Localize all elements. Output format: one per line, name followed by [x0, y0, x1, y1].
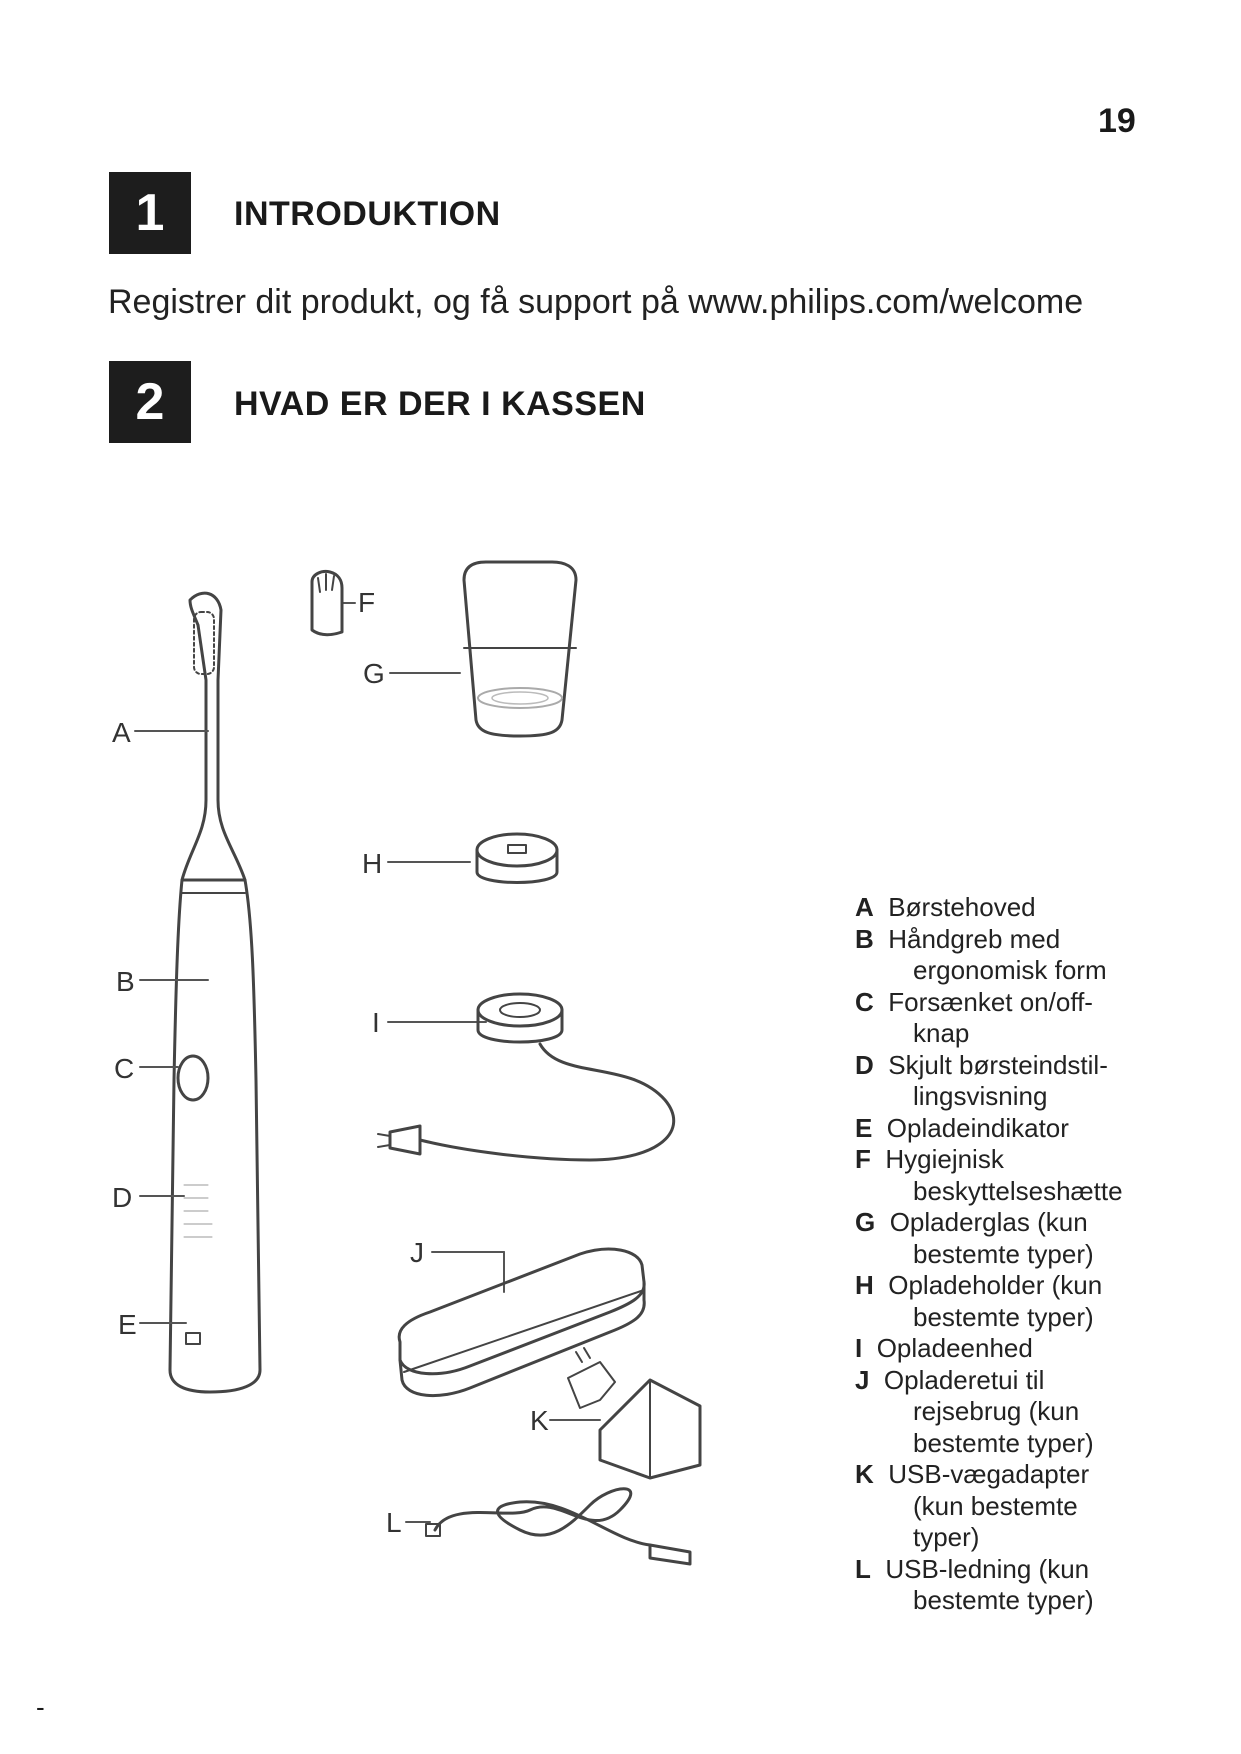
- label-e: E: [118, 1309, 137, 1340]
- footer-mark: -: [36, 1692, 45, 1722]
- legend-item-k: K USB-vægadapter (kun bestemte typer): [855, 1459, 1090, 1552]
- label-j: J: [410, 1237, 424, 1268]
- intro-text: Registrer dit produkt, og få support på www.philips.com/welcome: [108, 283, 1084, 321]
- usb-wall-adapter-drawing: [568, 1348, 700, 1478]
- section-2-number-box: 2: [109, 361, 191, 443]
- legend-item-a: A Børstehoved: [855, 892, 1036, 922]
- label-a: A: [112, 717, 131, 748]
- section-1-number-box: 1: [109, 172, 191, 254]
- label-b: B: [116, 966, 135, 997]
- legend-item-g: G Opladerglas (kun bestemte typer): [855, 1207, 1094, 1269]
- legend-item-b: B Håndgreb med ergonomisk form: [855, 923, 1107, 985]
- legend-item-h: H Opladeholder (kun bestemte typer): [855, 1270, 1103, 1332]
- page-number: 19: [1098, 102, 1136, 140]
- legend-item-j: J Opladeretui til rejsebrug (kun bestemte typer): [855, 1364, 1094, 1458]
- legend-item-l: L USB-ledning (kun bestemte typer): [855, 1553, 1094, 1615]
- section-1-title: INTRODUKTION: [234, 195, 501, 233]
- label-k: K: [530, 1405, 549, 1436]
- legend-item-i: I Opladeenhed: [855, 1333, 1033, 1363]
- usb-cable-drawing: [426, 1489, 690, 1564]
- charging-holder-drawing: [477, 834, 557, 883]
- toothbrush-drawing: [170, 593, 260, 1392]
- section-2-title: HVAD ER DER I KASSEN: [234, 385, 646, 423]
- parts-legend: [855, 892, 1185, 1617]
- charger-unit-drawing: [378, 994, 674, 1160]
- label-i: I: [372, 1007, 380, 1038]
- legend-item-c: C Forsænket on/off- knap: [855, 986, 1093, 1048]
- hygienic-cap-drawing: [312, 571, 342, 634]
- charging-glass-drawing: [464, 562, 576, 736]
- label-h: H: [362, 848, 383, 879]
- legend-item-f: F Hygiejnisk beskyttelseshætte: [855, 1144, 1123, 1206]
- label-c: C: [114, 1053, 135, 1084]
- label-l: L: [386, 1507, 402, 1538]
- label-d: D: [112, 1182, 133, 1213]
- box-contents-illustration: [90, 560, 790, 1620]
- legend-item-d: D Skjult børsteindstil- lingsvisning: [855, 1049, 1108, 1111]
- legend-item-e: E Opladeindikator: [855, 1112, 1069, 1143]
- label-f: F: [358, 587, 376, 618]
- label-g: G: [363, 658, 385, 689]
